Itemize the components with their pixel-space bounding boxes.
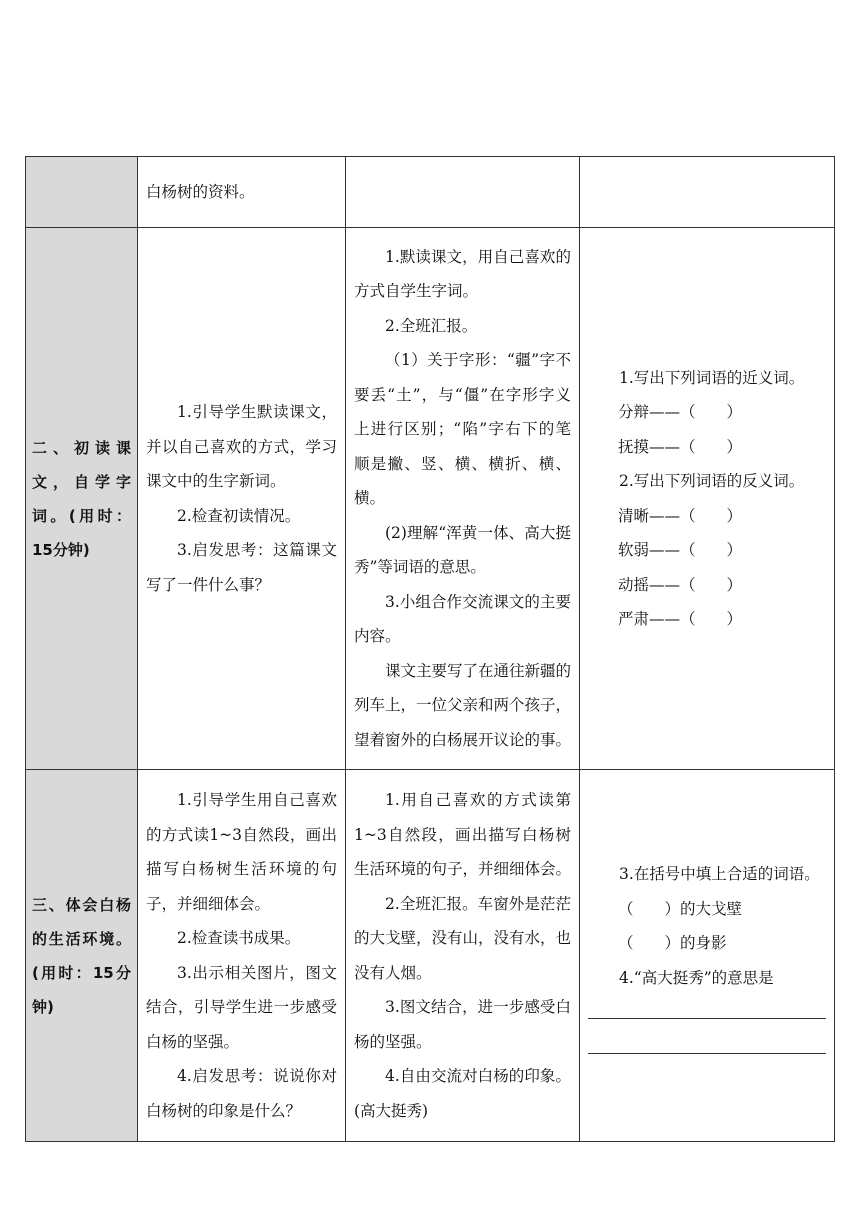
teacher-text: 2.检查读书成果。 <box>177 929 301 947</box>
exercise-text: 4.“高大挺秀”的意思是 <box>619 968 774 987</box>
exercise-text: 严肃——（ ） <box>618 610 743 628</box>
student-cell <box>346 157 580 228</box>
teacher-text: 1.引导学生默读课文，并以自己喜欢的方式，学习课文中的生字新词。 <box>146 403 337 490</box>
teacher-text: 2.检查初读情况。 <box>177 506 301 525</box>
stage-title: 三、体会白杨的生活环境。(用时：15分钟) <box>32 895 131 1016</box>
lesson-plan-table <box>25 156 835 1142</box>
stage-title: 二、初读课文，自学字词。(用时：15分钟) <box>32 438 131 559</box>
exercise-text: 动摇——（ ） <box>618 575 743 594</box>
exercise-text: 软弱——（ ） <box>618 541 743 559</box>
exercise-cell <box>580 157 835 228</box>
stage-cell <box>26 228 138 770</box>
exercise-text: 2.写出下列词语的反义词。 <box>619 472 805 490</box>
student-text: 3.图文结合，进一步感受白杨的坚强。 <box>354 998 571 1051</box>
student-text: 1.用自己喜欢的方式读第1~3自然段，画出描写白杨树生活环境的句子，并细细体会。 <box>354 791 572 878</box>
answer-blank-line <box>588 1052 826 1054</box>
teacher-text: 1.引导学生用自己喜欢的方式读1~3自然段，画出描写白杨树生活环境的句子，并细细体会。 <box>146 791 337 913</box>
teacher-text: 4.启发思考：说说你对白杨树的印象是什么？ <box>146 1067 337 1120</box>
student-text: (2)理解“浑黄一体、高大挺秀”等词语的意思。 <box>354 523 571 577</box>
exercise-text: 抚摸——（ ） <box>618 437 743 456</box>
table-row <box>26 228 835 770</box>
table-row <box>26 770 835 1142</box>
exercise-text: 1.写出下列词语的近义词。 <box>619 368 805 387</box>
student-text: 2.全班汇报。 <box>385 316 478 335</box>
student-text: （1）关于字形：“疆”字不要丢“土”，与“僵”在字形字义上进行区别；“陷”字右下的笔顺是撇、竖、横、横折、横、横。 <box>354 351 571 508</box>
teacher-text: 3.出示相关图片，图文结合，引导学生进一步感受白杨的坚强。 <box>146 963 337 1051</box>
teacher-cell <box>138 157 346 228</box>
exercise-text: 清晰——（ ） <box>618 506 743 525</box>
teacher-text: 3.启发思考：这篇课文写了一件什么事？ <box>146 541 337 594</box>
student-text: 2.全班汇报。车窗外是茫茫的大戈壁，没有山，没有水，也没有人烟。 <box>354 894 572 982</box>
stage-cell <box>26 770 138 1142</box>
student-text: 1.默读课文，用自己喜欢的方式自学生字词。 <box>354 247 571 301</box>
exercise-text: （ ）的身影 <box>618 934 727 952</box>
exercise-text: 3.在括号中填上合适的词语。 <box>619 865 820 883</box>
table-row <box>26 157 835 228</box>
teacher-text: 白杨树的资料。 <box>146 182 255 201</box>
exercise-cell <box>580 770 835 1142</box>
exercise-text: 分辩——（ ） <box>618 403 743 421</box>
teacher-cell <box>138 228 346 770</box>
student-text: 课文主要写了在通往新疆的列车上，一位父亲和两个孩子，望着窗外的白杨展开议论的事。 <box>354 661 572 749</box>
student-cell <box>346 228 580 770</box>
exercise-cell <box>580 228 835 770</box>
student-text: 3.小组合作交流课文的主要内容。 <box>354 592 571 646</box>
student-text: 4.自由交流对白杨的印象。(高大挺秀) <box>354 1067 571 1120</box>
exercise-text: （ ）的大戈壁 <box>618 899 743 918</box>
stage-cell <box>26 157 138 228</box>
student-cell <box>346 770 580 1142</box>
teacher-cell <box>138 770 346 1142</box>
